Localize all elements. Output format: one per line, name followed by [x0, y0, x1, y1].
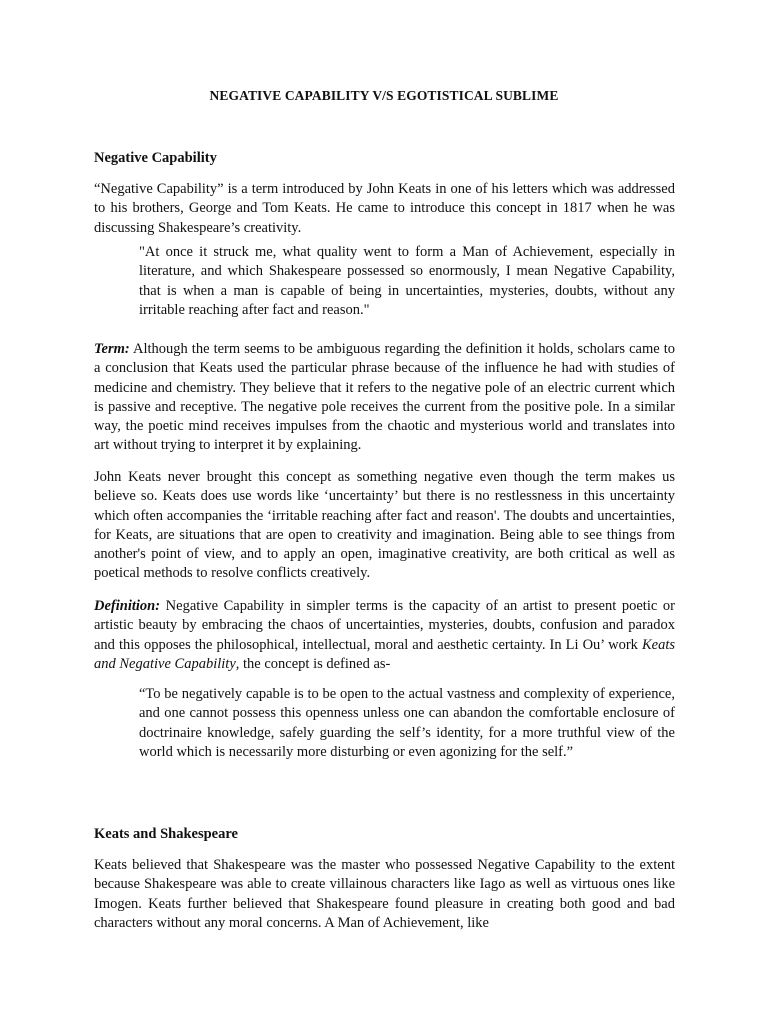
definition-text-start: Negative Capability in simpler terms is the capacity of an artist to present poetic or artistic beauty by embracing the chaos of uncertainties, mysteries, doubts, confusion and paradox and this opposes the philosophical, intellectual, moral and aesthetic certainty. In Li Ou’ work — [94, 598, 675, 653]
shakespeare-paragraph: Keats believed that Shakespeare was the master who possessed Negative Capability to the extent because Shakespeare was able to create villainous characters like Iago as well as virtuous ones like Imogen. Keats further believed that Shakespeare found pleasure in creating both good and bad characters without any moral concerns. A Man of Achievement, like — [94, 857, 675, 931]
section-heading-negative-capability: Negative Capability — [94, 150, 217, 166]
definition-text-end: , the concept is defined as- — [235, 655, 391, 672]
li-ou-quote: “To be negatively capable is to be open to the actual vastness and complexity of experience, and one cannot possess this openness unless one can abandon the comfortable enclosure of doctrinaire knowledge, safely guarding the self’s identity, for a more truthful view of the world which is necessarily more disturbing or even agonizing for the self.” — [139, 686, 675, 760]
book-title: Keats and Negative Capability — [94, 636, 675, 672]
keats-letter-quote: "At once it struck me, what quality went to form a Man of Achievement, especially in literature, and which Shakespeare possessed so enormously, I mean Negative Capability, that is when a man is capable of being in uncertainties, mysteries, doubts, without any irritable reaching after fact and reason." — [139, 244, 675, 318]
term-label: Term: — [94, 341, 130, 357]
term-paragraph — [94, 340, 675, 456]
term-text: Although the term seems to be ambiguous regarding the definition it holds, scholars came to a conclusion that Keats used the particular phrase because of the influence he had with studies of medicine and chemistry. They believe that it refers to the negative pole of an electric current which is passive and receptive. The negative pole receives the current from the positive pole. In a similar way, the poetic mind receives impulses from the chaotic and mysterious world and translates into art without trying to interpret it by explaining. — [94, 341, 675, 454]
definition-label: Definition: — [94, 598, 161, 614]
keats-concept-paragraph: John Keats never brought this concept as something negative even though the term makes us believe so. Keats does use words like ‘uncertainty’ but there is no restlessness in this uncertainty which often accompanies the ‘irritable reaching after fact and reason'. The doubts and uncertainties, for Keats, are situations that are open to creativity and imagination. Being able to see things from another's point of view, and to apply an open, imaginative creativity, are both critical as well as poetical methods to resolve conflicts creatively. — [94, 469, 675, 582]
document-title: NEGATIVE CAPABILITY V/S EGOTISTICAL SUBLIME — [209, 88, 559, 103]
section-heading-keats-shakespeare: Keats and Shakespeare — [94, 826, 238, 842]
section-negative-capability — [94, 150, 675, 167]
intro-paragraph: “Negative Capability” is a term introduced by John Keats in one of his letters which was addressed to his brothers, George and Tom Keats. He came to introduce this concept in 1817 when he was discussing Shakespeare’s creativity. — [94, 181, 675, 236]
definition-paragraph — [94, 597, 675, 674]
